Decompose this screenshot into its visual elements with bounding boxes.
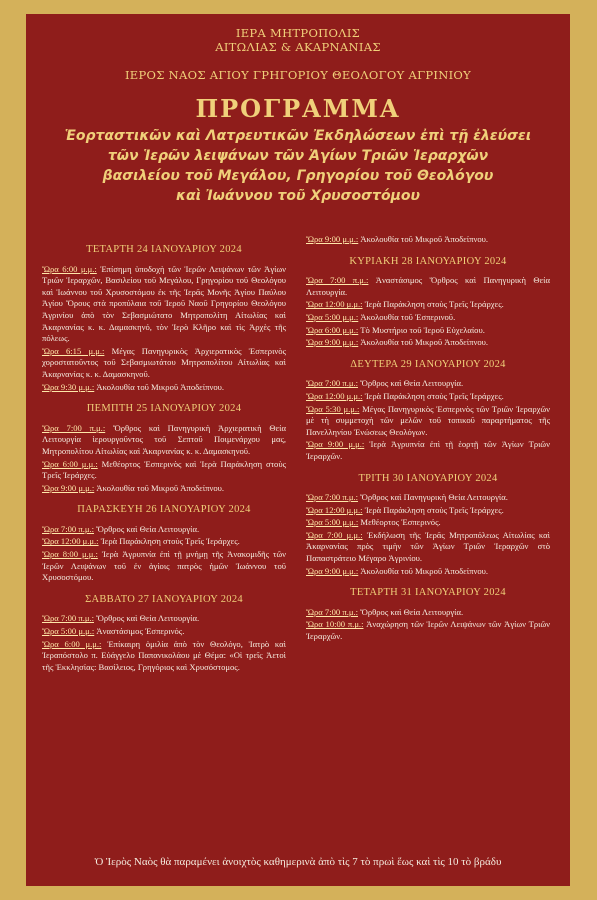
event-time: Ὥρα 12:00 μ.μ.: — [42, 536, 99, 547]
metropolis-line-2: ΑΙΤΩΛΙΑΣ & ΑΚΑΡΝΑΝΙΑΣ — [215, 40, 381, 54]
poster — [26, 14, 570, 886]
schedule-event — [306, 517, 550, 529]
schedule-event — [306, 492, 550, 504]
schedule-event — [306, 530, 550, 565]
schedule-event — [42, 639, 286, 674]
schedule-event — [42, 613, 286, 625]
event-time: Ὥρα 7:00 π.μ.: — [306, 275, 369, 286]
event-time: Ὥρα 12:00 μ.μ.: — [306, 390, 363, 401]
subtitle-line: καὶ Ἰωάννου τοῦ Χρυσοστόμου — [176, 188, 420, 204]
event-description: Ἱερὰ Παράκληση στοὺς Τρεῖς Ἱεράρχες. — [364, 504, 504, 515]
event-time: Ὥρα 6:00 μ.μ.: — [42, 263, 97, 274]
event-description: Ὄρθρος καὶ Θεία Λειτουργία. — [96, 523, 200, 534]
event-time: Ὥρα 9:00 μ.μ.: — [306, 439, 365, 450]
subtitle-line: τῶν Ἱερῶν λειψάνων τῶν Ἁγίων Τριῶν Ἱεραρχῶν — [107, 148, 489, 164]
schedule-event — [42, 626, 286, 638]
event-description: Τὸ Μυστήριο τοῦ Ἱεροῦ Εὐχελαίου. — [360, 324, 485, 335]
event-time: Ὥρα 9:00 μ.μ.: — [42, 482, 95, 493]
event-time: Ὥρα 9:00 μ.μ.: — [306, 234, 359, 244]
schedule-event — [306, 378, 550, 390]
event-description: Ἀναστάσιμος Ὄρθρος καὶ Πανηγυρικὴ Θεία Λειτουργία. — [306, 275, 550, 297]
event-time: Ὥρα 7:00 π.μ.: — [42, 523, 94, 534]
event-description: Ἱερὰ Παράκληση στοὺς Τρεῖς Ἱεράρχες. — [364, 390, 504, 401]
event-time: Ὥρα 7:00 π.μ.: — [306, 606, 358, 617]
schedule-event — [42, 549, 286, 584]
event-time: Ὥρα 8:00 μ.μ.: — [42, 549, 98, 560]
event-description: Μέγας Πανηγυρικὸς Ἀρχιερατικὸς Ἑσπερινὸς χοροστατοῦντος τοῦ Σεβασμιωτάτου Μητροπολίτου Αἰτωλίας καὶ Ἀκαρνανίας κ. κ. Δαμασκηνοῦ. — [42, 345, 286, 379]
schedule-event — [306, 337, 550, 349]
subtitle-line: Ἑορταστικῶν καὶ Λατρευτικῶν Ἐκδηλώσεων ἐπὶ τῇ ἐλεύσει — [64, 128, 532, 144]
church-name: ΙΕΡΟΣ ΝΑΟΣ ΑΓΙΟΥ ΓΡΗΓΟΡΙΟΥ ΘΕΟΛΟΓΟΥ ΑΓΡΙΝΙΟΥ — [124, 68, 472, 82]
schedule-event — [306, 619, 550, 642]
event-description: Ἀκολουθία τοῦ Ἑσπερινοῦ. — [360, 311, 456, 322]
event-description: Ἀκολουθία τοῦ Μικροῦ Ἀποδείπνου. — [360, 565, 489, 576]
schedule-event — [306, 325, 550, 337]
event-description: Μεθέορτος Ἑσπερινὸς καὶ Ἱερὰ Παράκληση στοὺς Τρεῖς Ἱεράρχες. — [42, 458, 286, 481]
schedule-event — [42, 483, 286, 495]
schedule-event — [306, 439, 550, 462]
event-time: Ὥρα 6:00 μ.μ.: — [42, 458, 98, 469]
event-time: Ὥρα 5:00 μ.μ.: — [42, 626, 95, 637]
subtitle — [26, 126, 570, 206]
day-heading: ΠΕΜΠΤΗ 25 ΙΑΝΟΥΑΡΙΟΥ 2024 — [86, 403, 242, 415]
schedule-event — [306, 566, 550, 578]
schedule-event — [42, 423, 286, 458]
metropolis-line-1: ΙΕΡΑ ΜΗΤΡΟΠΟΛΙΣ — [235, 26, 361, 40]
event-time: Ὥρα 7:00 π.μ.: — [306, 378, 358, 389]
schedule-left-column — [42, 234, 286, 674]
schedule-event — [42, 536, 286, 548]
event-time: Ὥρα 12:00 μ.μ.: — [306, 299, 363, 310]
day-heading: ΚΥΡΙΑΚΗ 28 ΙΑΝΟΥΑΡΙΟΥ 2024 — [349, 255, 507, 267]
schedule-event — [42, 524, 286, 536]
schedule-event — [42, 264, 286, 345]
schedule-event — [306, 234, 550, 246]
event-description: Ἱερὰ Ἀγρυπνία ἐπὶ τῇ ἑορτῇ τῶν Ἁγίων Τριῶν Ἱεραρχῶν. — [306, 439, 550, 461]
schedule-event — [42, 459, 286, 482]
event-description: Ἱερὰ Παράκληση στοὺς Τρεῖς Ἱεράρχες. — [364, 299, 504, 310]
event-time: Ὥρα 9:00 μ.μ.: — [306, 565, 359, 576]
event-description: Ἐκδήλωση τῆς Ἱερᾶς Μητροπόλεως Αἰτωλίας καὶ Ἀκαρνανίας πρὸς τιμὴν τῶν Ἁγίων Τριῶν Ἱεραρχῶν στὸ Παπαστράτειο Μέγαρο Ἀγρινίου. — [306, 529, 550, 564]
event-description: Ὄρθρος καὶ Θεία Λειτουργία. — [96, 613, 200, 624]
schedule-event — [306, 607, 550, 619]
event-description: Μεθέορτος Ἑσπερινός. — [360, 517, 441, 528]
schedule-event — [306, 404, 550, 439]
event-description: Ἀκολουθία τοῦ Μικροῦ Ἀποδείπνου. — [96, 482, 225, 493]
event-time: Ὥρα 7:00 π.μ.: — [306, 492, 358, 503]
event-description: Ἱερὰ Ἀγρυπνία ἐπὶ τῇ μνήμῃ τῆς Ἀνακομιδῆς τῶν Ἱερῶν Λειψάνων τοῦ ἐν ἁγίοις πατρὸς ἡμῶν Ἰωάννου τοῦ Χρυσοστόμου. — [42, 549, 286, 583]
event-time: Ὥρα 7:00 π.μ.: — [42, 613, 94, 624]
event-time: Ὥρα 6:15 μ.μ.: — [42, 345, 105, 356]
event-description: Ὄρθρος καὶ Θεία Λειτουργία. — [360, 378, 464, 389]
event-time: Ὥρα 12:00 μ.μ.: — [306, 504, 363, 515]
event-description: Ὄρθρος καὶ Πανηγυρικὴ Ἀρχιερατικὴ Θεία Λειτουργία ἱερουργοῦντος τοῦ Σεπτοῦ Ποιμενάρχου μας, Μητροπολίτου Αἰτωλίας καὶ Ἀκαρνανίας κ. κ. Δαμασκηνοῦ. — [42, 422, 286, 456]
event-time: Ὥρα 7:00 π.μ.: — [42, 422, 106, 433]
opening-hours-note: Ὁ Ἱερὸς Ναὸς θὰ παραμένει ἀνοιχτὸς καθημερινὰ ἀπὸ τὶς 7 τὸ πρωὶ ἕως καὶ τὶς 10 τὸ βράδυ — [94, 856, 502, 868]
subtitle-line: βασιλείου τοῦ Μεγάλου, Γρηγορίου τοῦ Θεολόγου — [102, 168, 494, 184]
schedule-event — [306, 275, 550, 298]
event-time: Ὥρα 5:00 μ.μ.: — [306, 311, 359, 322]
metropolis-header — [26, 26, 570, 54]
event-description: Ὄρθρος καὶ Θεία Λειτουργία. — [360, 606, 464, 617]
event-time: Ὥρα 9:30 μ.μ.: — [42, 381, 95, 392]
day-heading: ΤΕΤΑΡΤΗ 24 ΙΑΝΟΥΑΡΙΟΥ 2024 — [86, 244, 242, 255]
event-description: Ἱερὰ Παράκληση στοὺς Τρεῖς Ἱεράρχες. — [100, 536, 240, 547]
schedule-event — [306, 312, 550, 324]
event-description: Μέγας Πανηγυρικὸς Ἑσπερινὸς τῶν Τριῶν Ἱεραρχῶν μὲ τὴ συμμετοχὴ τῶν μελῶν τοῦ τοπικοῦ παραρτήματος τῆς Πανελληνίου Ἑνώσεως Θεολόγων. — [306, 403, 550, 437]
schedule-event — [306, 505, 550, 517]
event-description: Ἐπίκαιρη ὁμιλία ἀπὸ τὸν Θεολόγο, Ἰατρὸ καὶ Ἱεραπόστολο π. Εὐάγγελο Παπανικολάου μὲ Θέμα: «Οἱ τρεῖς Ἀετοὶ τῆς Ἐκκλησίας: Βασίλειος, Γρηγόριος καὶ Χρυσόστομος. — [42, 638, 286, 672]
day-heading: ΤΡΙΤΗ 30 ΙΑΝΟΥΑΡΙΟΥ 2024 — [358, 472, 498, 484]
schedule-event — [42, 346, 286, 381]
day-heading: ΠΑΡΑΣΚΕΥΗ 26 ΙΑΝΟΥΑΡΙΟΥ 2024 — [77, 504, 251, 516]
event-description: Ἀκολουθία τοῦ Μικροῦ Ἀποδείπνου. — [360, 337, 489, 348]
event-description: Ἀκολουθία τοῦ Μικροῦ Ἀποδείπνου. — [360, 234, 489, 244]
event-time: Ὥρα 6:00 μ.μ.: — [306, 324, 359, 335]
event-time: Ὥρα 10:00 π.μ.: — [306, 619, 364, 630]
event-time: Ὥρα 9:00 μ.μ.: — [306, 337, 359, 348]
event-description: Ὄρθρος καὶ Πανηγυρικὴ Θεία Λειτουργία. — [360, 492, 508, 503]
schedule-event — [306, 391, 550, 403]
event-time: Ὥρα 6:00 μ.μ.: — [42, 638, 102, 649]
event-description: Ἀναχώρηση τῶν Ἱερῶν Λειψάνων τῶν Ἁγίων Τριῶν Ἱεραρχῶν. — [306, 619, 550, 642]
event-description: Ἀκολουθία τοῦ Μικροῦ Ἀποδείπνου. — [96, 381, 225, 392]
day-heading: ΔΕΥΤΕΡΑ 29 ΙΑΝΟΥΑΡΙΟΥ 2024 — [350, 358, 506, 370]
event-time: Ὥρα 5:00 μ.μ.: — [306, 517, 359, 528]
event-time: Ὥρα 5:30 μ.μ.: — [306, 403, 360, 414]
day-heading: ΣΑΒΒΑΤΟ 27 ΙΑΝΟΥΑΡΙΟΥ 2024 — [85, 593, 243, 605]
schedule-event — [42, 382, 286, 394]
schedule-right-column — [306, 234, 550, 644]
day-heading: ΤΕΤΑΡΤΗ 31 ΙΑΝΟΥΑΡΙΟΥ 2024 — [350, 587, 506, 599]
page-title: ΠΡΟΓΡΑΜΜΑ — [195, 94, 401, 123]
event-description: Ἀναστάσιμος Ἑσπερινός. — [96, 626, 185, 637]
schedule-event — [306, 299, 550, 311]
event-time: Ὥρα 7:00 μ.μ.: — [306, 529, 363, 540]
event-description: Ἐπίσημη ὑποδοχὴ τῶν Ἱερῶν Λειψάνων τῶν Ἁγίων Τριῶν Ἱεραρχῶν, Βασιλείου τοῦ Μεγάλου, Γρηγορίου τοῦ Θεολόγου καὶ Ἰωάννου τοῦ Χρυσοστόμου ἐκ τῆς Ἱερᾶς Μονῆς Ἁγίου Παύλου Ἁγίου Ὄρους στὰ προπύλαια τοῦ Ἱεροῦ Ναοῦ Γρηγορίου Θεολόγου Ἀγρινίου ἀπὸ τὸν Σεβασμιώτατο Μητροπολίτη Αἰτωλίας καὶ Ἀκαρνανίας κ. κ. Δαμασκηνό, τὸν Ἱερὸ Κλῆρο καὶ τὶς Ἀρχὲς τῆς πόλεως. — [42, 263, 286, 344]
